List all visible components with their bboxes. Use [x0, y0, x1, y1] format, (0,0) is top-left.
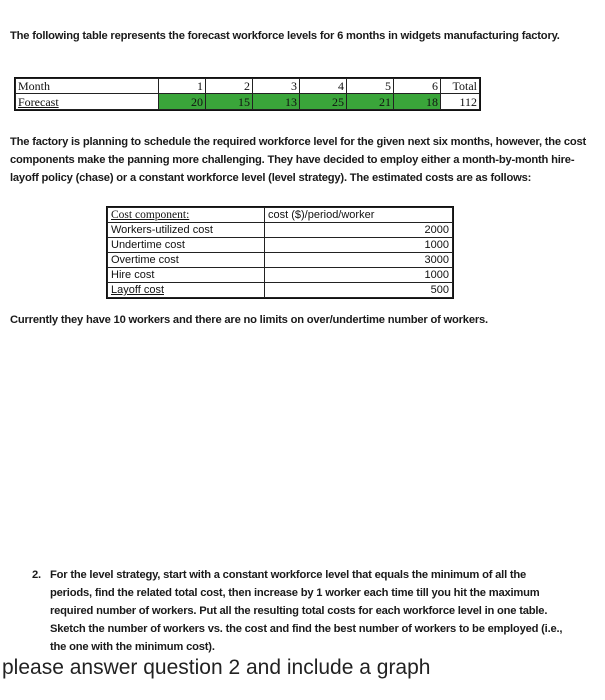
- forecast-cell: 18: [394, 94, 441, 110]
- cost-value: 1000: [265, 268, 453, 283]
- forecast-cell: 21: [347, 94, 394, 110]
- intro-paragraph: The following table represents the forecast workforce levels for 6 months in widgets manufacturing factory.: [10, 30, 560, 42]
- month-cell: 4: [300, 79, 347, 94]
- cost-name: [108, 283, 265, 298]
- total-value: 112: [441, 94, 480, 110]
- forecast-table: [15, 78, 480, 110]
- cost-value: 2000: [265, 223, 453, 238]
- question-2: [32, 566, 570, 656]
- cost-value: 3000: [265, 253, 453, 268]
- month-cell: 2: [206, 79, 253, 94]
- planning-paragraph: The factory is planning to schedule the required workforce level for the given next six months, however, the cost components make the panning more challenging. They have decided to employ either a month-by-month hire-layoff policy (chase) or a constant workforce level (level strategy). The estimated costs are as follows:: [10, 136, 587, 184]
- question-text: For the level strategy, start with a constant workforce level that equals the minimum of all the periods, find the related total cost, then increase by 1 worker each time till you hit the maximum required number of workers. Put all the resulting total costs for each workforce level in one table. Sketch the number of workers vs. the cost and find the best number of workers to be employed (i.e., the one with the minimum cost).: [50, 569, 563, 653]
- cost-name-text: Layoff cost: [111, 284, 164, 296]
- forecast-row: [16, 94, 480, 110]
- forecast-label-text: Forecast: [18, 94, 59, 109]
- cost-header-component-text: Cost component:: [111, 209, 190, 221]
- cost-name: Hire cost: [108, 268, 265, 283]
- cost-header-row: [108, 208, 453, 223]
- month-cell: 3: [253, 79, 300, 94]
- cost-value: 500: [265, 283, 453, 298]
- question-number: 2.: [32, 569, 41, 581]
- forecast-label: [16, 94, 159, 110]
- cost-name: Workers-utilized cost: [108, 223, 265, 238]
- cost-header-cost: cost ($)/period/worker: [265, 208, 453, 223]
- cost-row: [108, 253, 453, 268]
- month-label-text: Month: [18, 79, 51, 93]
- cost-row: [108, 283, 453, 298]
- forecast-cell: 25: [300, 94, 347, 110]
- forecast-cell: 13: [253, 94, 300, 110]
- month-cell: 5: [347, 79, 394, 94]
- cost-row: [108, 238, 453, 253]
- cost-name: Undertime cost: [108, 238, 265, 253]
- month-row: [16, 79, 480, 94]
- currently-paragraph: Currently they have 10 workers and there are no limits on over/undertime number of workers.: [10, 314, 488, 326]
- cost-name: Overtime cost: [108, 253, 265, 268]
- total-header: Total: [441, 79, 480, 94]
- cost-table: [107, 207, 453, 298]
- forecast-cell: 20: [159, 94, 206, 110]
- cost-row: [108, 268, 453, 283]
- cost-row: [108, 223, 453, 238]
- month-cell: 6: [394, 79, 441, 94]
- request-text: please answer question 2 and include a graph: [2, 656, 431, 679]
- month-label: [16, 79, 159, 94]
- month-cell: 1: [159, 79, 206, 94]
- cost-value: 1000: [265, 238, 453, 253]
- cost-header-component: [108, 208, 265, 223]
- forecast-cell: 15: [206, 94, 253, 110]
